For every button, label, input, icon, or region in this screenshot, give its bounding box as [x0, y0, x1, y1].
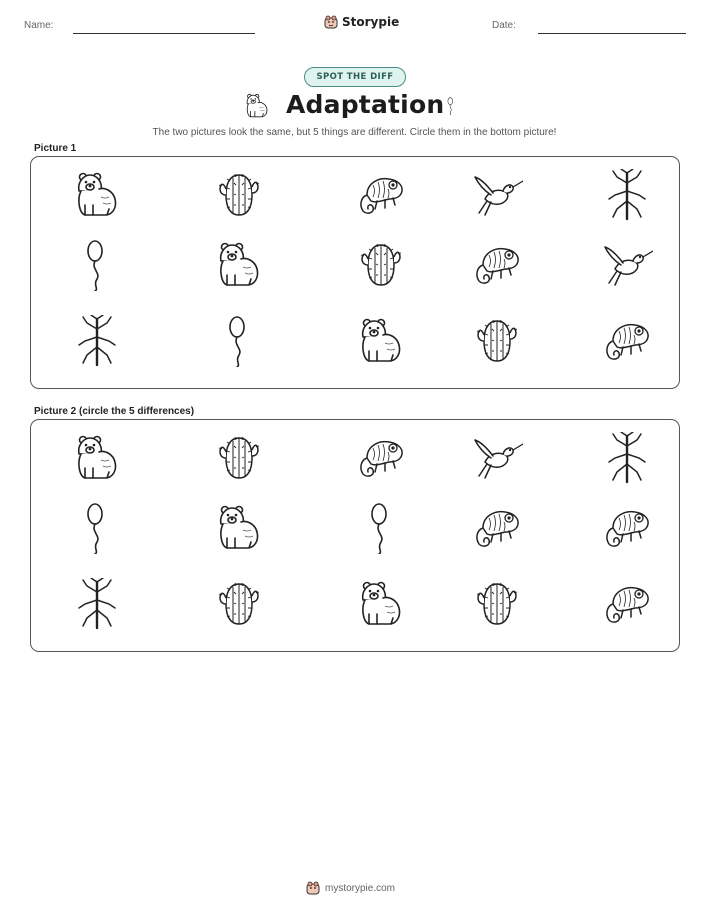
polar-bear-icon: [71, 169, 123, 221]
chameleon-icon[interactable]: [601, 502, 653, 554]
cactus-icon: [471, 315, 523, 367]
picture-2-label: Picture 2 (circle the 5 differences): [34, 406, 195, 417]
polar-bear-icon: [243, 92, 271, 120]
date-field[interactable]: [538, 33, 686, 34]
instructions: The two pictures look the same, but 5 things are different. Circle them in the bottom picture!: [152, 127, 557, 138]
hummingbird-icon: [601, 239, 653, 291]
storypie-logo-icon: [324, 15, 338, 29]
cactus-icon: [355, 239, 407, 291]
picture-2-frame[interactable]: [30, 419, 680, 652]
stick-insect-icon: [601, 169, 653, 221]
spot-the-diff-badge: SPOT THE DIFF: [304, 67, 406, 87]
stick-insect-icon[interactable]: [601, 432, 653, 484]
cactus-icon: [213, 169, 265, 221]
chameleon-icon: [355, 169, 407, 221]
sperm-cell-icon: [442, 92, 460, 120]
storypie-logo-icon: [306, 881, 320, 895]
sperm-cell-icon: [213, 315, 265, 367]
sperm-cell-icon: [71, 239, 123, 291]
footer-site: mystorypie.com: [325, 882, 396, 894]
page-title: Adaptation: [286, 90, 445, 119]
title-row: [0, 90, 709, 124]
sperm-cell-icon[interactable]: [355, 502, 407, 554]
cactus-icon[interactable]: [471, 578, 523, 630]
brand-logo: [324, 13, 399, 31]
picture-1-label: Picture 1: [34, 143, 77, 154]
brand-name: Storypie: [342, 15, 400, 29]
sperm-cell-icon[interactable]: [71, 502, 123, 554]
picture-1-frame: [30, 156, 680, 389]
polar-bear-icon[interactable]: [213, 502, 265, 554]
polar-bear-icon[interactable]: [355, 578, 407, 630]
polar-bear-icon: [355, 315, 407, 367]
name-label: Name:: [24, 20, 54, 31]
stick-insect-icon[interactable]: [71, 578, 123, 630]
footer: [306, 880, 395, 896]
hummingbird-icon: [471, 169, 523, 221]
chameleon-icon[interactable]: [601, 578, 653, 630]
chameleon-icon[interactable]: [355, 432, 407, 484]
name-field[interactable]: [73, 33, 255, 34]
chameleon-icon: [471, 239, 523, 291]
stick-insect-icon: [71, 315, 123, 367]
cactus-icon[interactable]: [213, 432, 265, 484]
cactus-icon[interactable]: [213, 578, 265, 630]
chameleon-icon: [601, 315, 653, 367]
polar-bear-icon: [213, 239, 265, 291]
date-label: Date:: [492, 20, 516, 31]
polar-bear-icon[interactable]: [71, 432, 123, 484]
hummingbird-icon[interactable]: [471, 432, 523, 484]
chameleon-icon[interactable]: [471, 502, 523, 554]
